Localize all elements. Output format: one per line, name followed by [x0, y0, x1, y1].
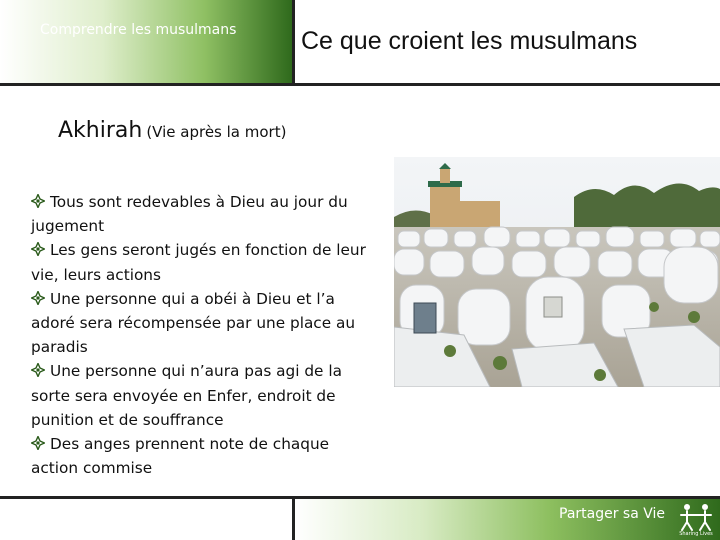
header-rule [295, 83, 720, 86]
bullet-text: Des anges prennent note de chaque action commise [31, 435, 330, 478]
footer-rule [0, 496, 292, 499]
diamond-bullet-icon [31, 242, 45, 256]
topic-heading [58, 118, 286, 143]
diamond-bullet-icon [31, 436, 45, 450]
bullet-item [31, 190, 381, 238]
bullet-text: Une personne qui a obéi à Dieu et l’a adoré sera récompensée par une place au paradis [31, 289, 356, 357]
bullet-text: Une personne qui n’aura pas agi de la sorte sera envoyée en Enfer, endroit de punition et de souffrance [31, 362, 342, 429]
section-label: Comprendre les musulmans [40, 22, 237, 38]
bullet-text: Les gens seront jugés en fonction de leur vie, leurs actions [31, 241, 366, 284]
diamond-bullet-icon [31, 291, 45, 305]
bullet-item [31, 432, 381, 480]
topic-heading-main: Akhirah [58, 118, 143, 143]
bullet-item [31, 238, 381, 286]
header-band [0, 0, 292, 86]
bullet-item [31, 287, 381, 360]
slide-title: Ce que croient les musulmans [301, 27, 638, 55]
cemetery-photo [394, 157, 720, 387]
diamond-bullet-icon [31, 363, 45, 377]
header-divider [292, 0, 295, 86]
diamond-bullet-icon [31, 194, 45, 208]
logo-caption: Sharing Lives [679, 531, 713, 537]
footer-label: Partager sa Vie [559, 506, 666, 522]
bullet-item [31, 359, 381, 432]
bullet-list [31, 190, 381, 480]
topic-heading-sub: (Vie après la mort) [146, 123, 287, 141]
bullet-text: Tous sont redevables à Dieu au jour du jugement [31, 193, 348, 236]
